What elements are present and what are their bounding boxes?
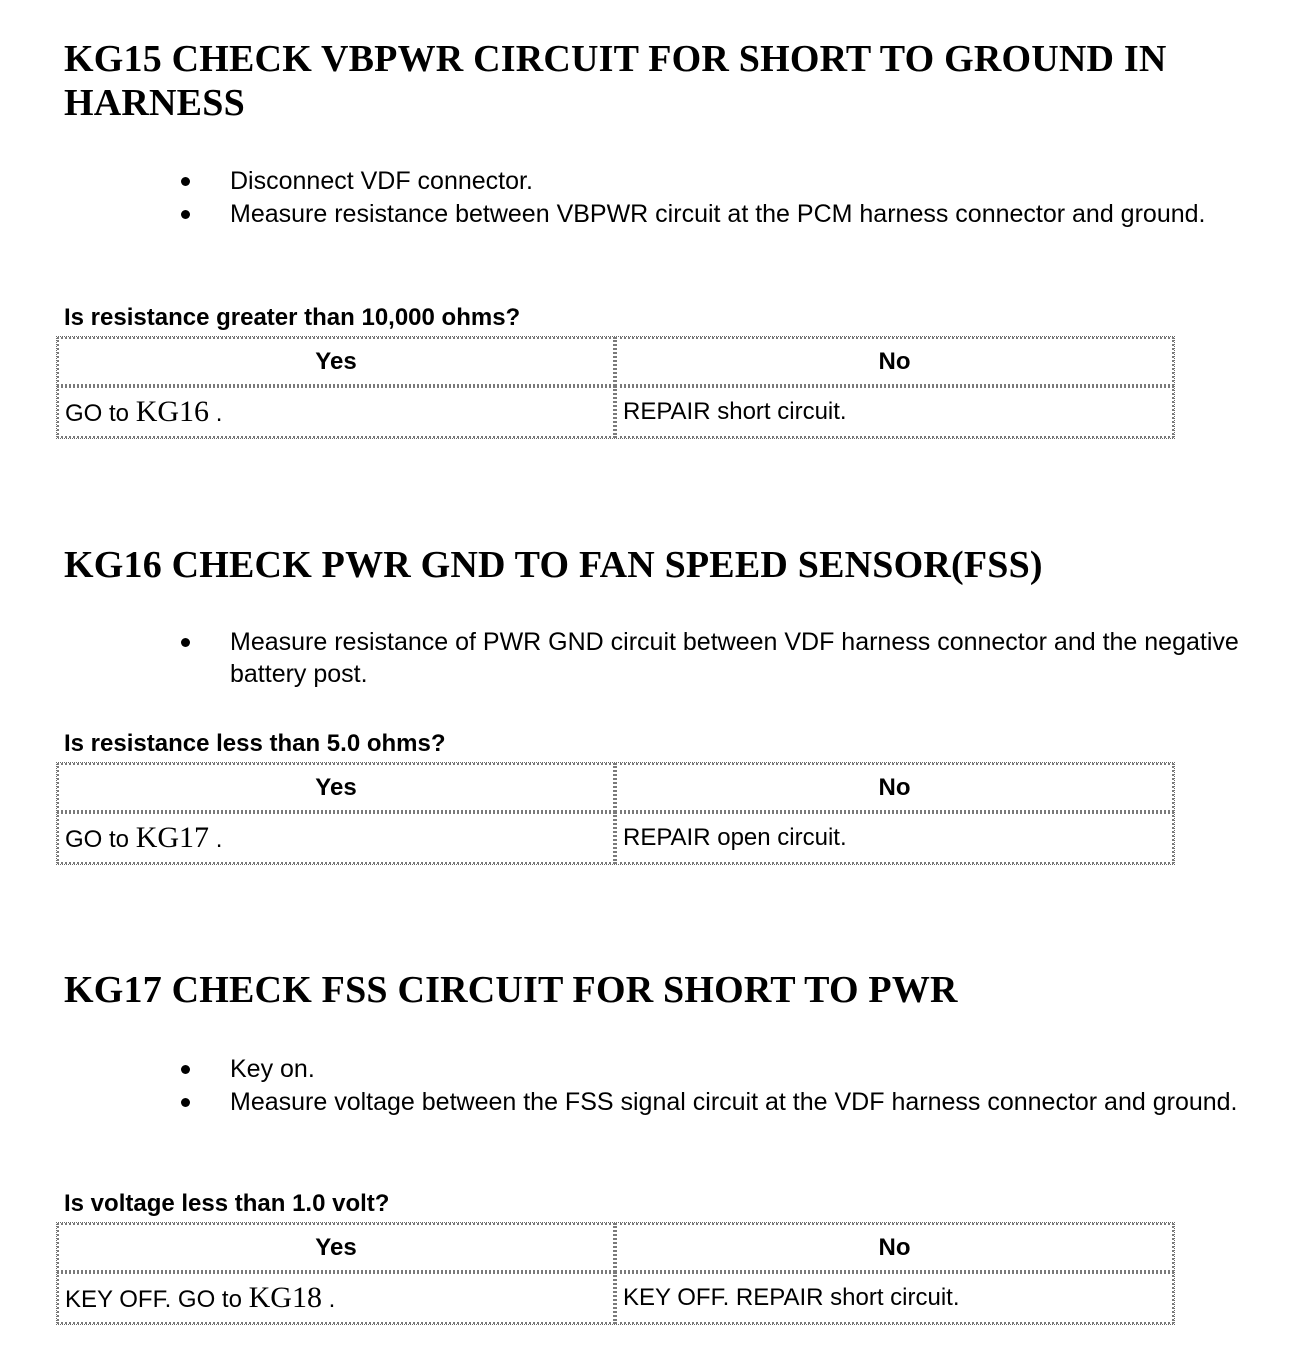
table-header-row [57, 763, 1174, 812]
yes-header: Yes [57, 337, 615, 386]
no-header: No [615, 763, 1174, 812]
bullet-icon [181, 210, 190, 219]
list-item [230, 626, 1270, 690]
step-text: Measure resistance of PWR GND circuit between VDF harness connector and the negative battery post. [230, 628, 1239, 688]
step-text: Measure resistance between VBPWR circuit at the PCM harness connector and ground. [230, 200, 1206, 228]
kg17-link[interactable]: KG17 [135, 821, 210, 854]
yes-prefix: GO to [65, 400, 136, 427]
answer-table-kg15 [56, 336, 1175, 439]
step-text: Disconnect VDF connector. [230, 167, 533, 195]
step-text: Key on. [230, 1055, 315, 1083]
table-row [57, 1272, 1174, 1324]
yes-suffix: . [209, 400, 223, 427]
table-header-row [57, 337, 1174, 386]
steps-list-kg15 [230, 165, 1270, 231]
question-kg15: Is resistance greater than 10,000 ohms? [64, 304, 521, 331]
bullet-icon [181, 177, 190, 186]
answer-table-kg17 [56, 1222, 1175, 1325]
section-heading-kg15 [64, 37, 1167, 125]
list-item [230, 165, 1270, 197]
kg18-link[interactable]: KG18 [248, 1281, 322, 1314]
list-item [230, 198, 1270, 230]
yes-cell [57, 812, 615, 864]
list-item [230, 1086, 1270, 1118]
yes-prefix: KEY OFF. GO to [65, 1286, 249, 1313]
yes-suffix: . [209, 826, 223, 853]
yes-header: Yes [57, 1223, 615, 1272]
bullet-icon [181, 1065, 190, 1074]
heading-line-1: KG15 CHECK VBPWR CIRCUIT FOR SHORT TO GROUND IN [64, 38, 1167, 80]
table-row [57, 812, 1174, 864]
no-header: No [615, 337, 1174, 386]
kg16-link[interactable]: KG16 [135, 395, 210, 428]
step-text: Measure voltage between the FSS signal circuit at the VDF harness connector and ground. [230, 1088, 1238, 1116]
list-item [230, 1053, 1270, 1085]
yes-suffix: . [321, 1286, 336, 1313]
question-kg16: Is resistance less than 5.0 ohms? [64, 730, 446, 757]
steps-list-kg16 [230, 626, 1270, 691]
yes-cell [57, 1272, 615, 1324]
no-cell: REPAIR short circuit. [615, 386, 1174, 438]
table-row [57, 386, 1174, 438]
no-cell: REPAIR open circuit. [615, 812, 1174, 864]
yes-cell [57, 386, 615, 438]
steps-list-kg17 [230, 1053, 1270, 1119]
answer-table-kg16 [56, 762, 1175, 865]
heading-line-2: HARNESS [64, 82, 245, 124]
no-cell: KEY OFF. REPAIR short circuit. [615, 1272, 1174, 1324]
table-header-row [57, 1223, 1174, 1272]
yes-header: Yes [57, 763, 615, 812]
yes-prefix: GO to [65, 826, 136, 853]
no-header: No [615, 1223, 1174, 1272]
section-heading-kg16: KG16 CHECK PWR GND TO FAN SPEED SENSOR(FSS) [64, 544, 1043, 586]
bullet-icon [181, 1098, 190, 1107]
section-heading-kg17: KG17 CHECK FSS CIRCUIT FOR SHORT TO PWR [64, 969, 958, 1011]
question-kg17: Is voltage less than 1.0 volt? [64, 1190, 390, 1217]
bullet-icon [181, 638, 190, 647]
